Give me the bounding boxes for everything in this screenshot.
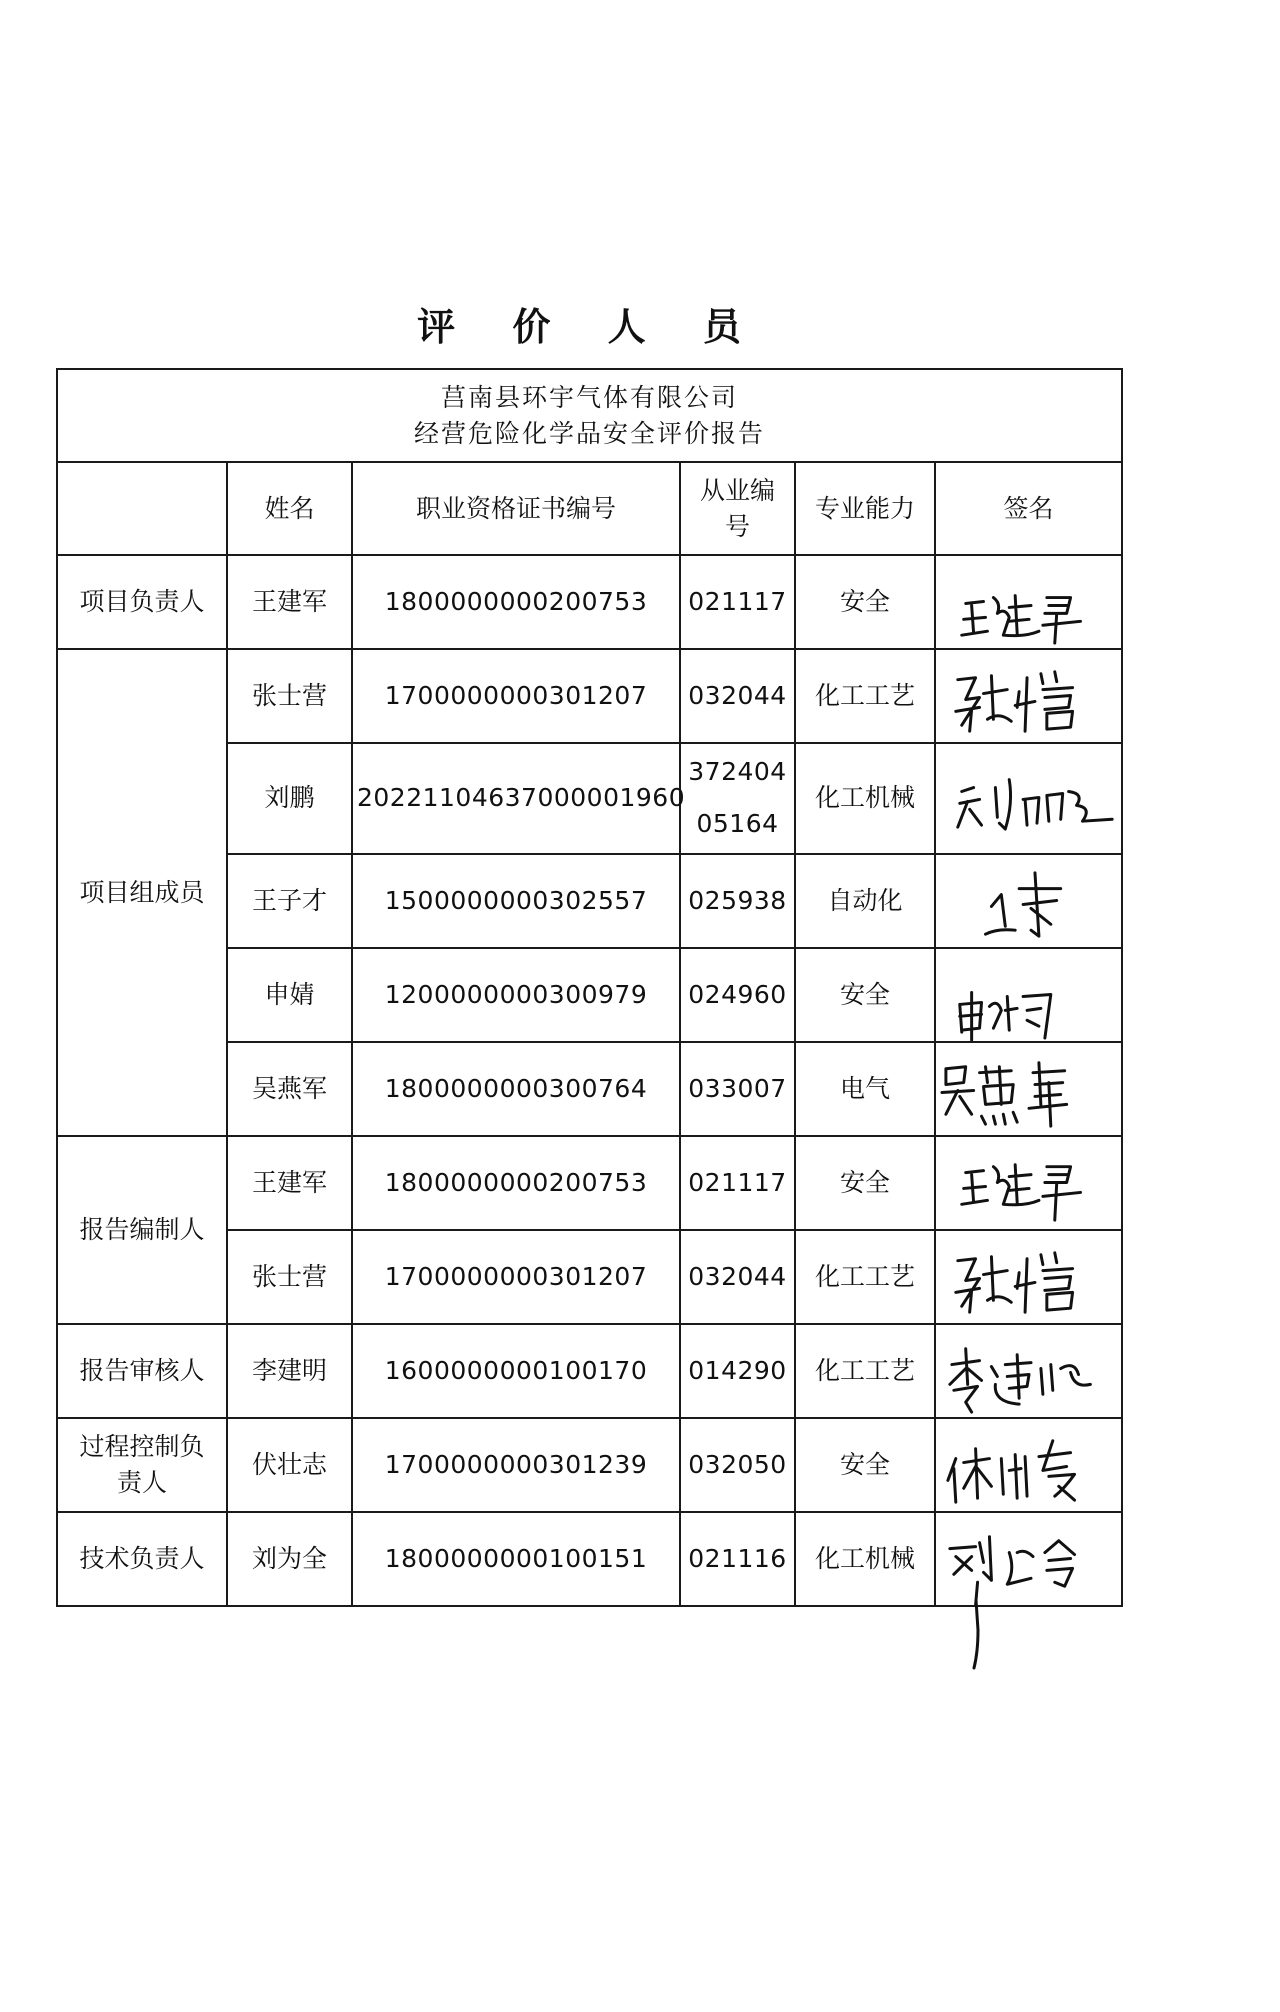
specialty-cell: 化工机械	[795, 1512, 935, 1606]
signature-cell	[935, 1324, 1122, 1418]
signature-cell	[935, 1230, 1122, 1324]
certificate-cell: 1600000000100170	[352, 1324, 680, 1418]
handwritten-signature	[936, 556, 1121, 648]
specialty-cell: 化工工艺	[795, 649, 935, 743]
header-row	[57, 462, 1122, 555]
table-row	[57, 1324, 1122, 1418]
signature-cell	[935, 1042, 1122, 1136]
practice-no-line1: 372404	[688, 757, 787, 787]
handwritten-signature	[936, 1043, 1121, 1135]
certificate-cell: 1200000000300979	[352, 948, 680, 1042]
certificate-cell: 1700000000301207	[352, 649, 680, 743]
certificate-cell: 20221104637000001960	[352, 743, 680, 854]
certificate-cell: 1800000000200753	[352, 1136, 680, 1230]
header-specialty: 专业能力	[795, 462, 935, 555]
handwritten-signature	[936, 855, 1121, 947]
certificate-cell: 1800000000300764	[352, 1042, 680, 1136]
name-cell: 王建军	[227, 1136, 352, 1230]
name-cell: 李建明	[227, 1324, 352, 1418]
name-cell: 刘为全	[227, 1512, 352, 1606]
company-name: 莒南县环宇气体有限公司	[441, 382, 739, 412]
practice-no-cell: 014290	[680, 1324, 795, 1418]
practice-no-cell: 021116	[680, 1512, 795, 1606]
specialty-cell: 安全	[795, 1136, 935, 1230]
role-line1: 过程控制负	[79, 1432, 205, 1462]
report-title-row	[57, 369, 1122, 462]
signature-tail	[960, 1600, 1000, 1670]
role-cell: 报告审核人	[57, 1324, 227, 1418]
header-certificate: 职业资格证书编号	[352, 462, 680, 555]
specialty-cell: 化工工艺	[795, 1324, 935, 1418]
practice-no-cell: 021117	[680, 1136, 795, 1230]
header-practice-no	[680, 462, 795, 555]
specialty-cell: 安全	[795, 948, 935, 1042]
report-title	[57, 369, 1122, 462]
report-name: 经营危险化学品安全评价报告	[414, 418, 766, 448]
practice-no-cell: 033007	[680, 1042, 795, 1136]
table-row	[57, 649, 1122, 743]
table-row	[57, 1136, 1122, 1230]
handwritten-signature	[936, 949, 1121, 1041]
signature-cell	[935, 1512, 1122, 1606]
header-signature: 签名	[935, 462, 1122, 555]
handwritten-signature	[936, 1231, 1121, 1323]
table-row	[57, 1418, 1122, 1512]
practice-no-line2: 05164	[696, 809, 779, 839]
name-cell: 张士营	[227, 1230, 352, 1324]
handwritten-signature	[936, 1513, 1121, 1605]
signature-cell	[935, 854, 1122, 948]
role-cell	[57, 1418, 227, 1512]
page-title: 评 价 人 员	[417, 304, 763, 349]
role-cell: 报告编制人	[57, 1136, 227, 1324]
header-practice-no-line2: 号	[724, 511, 750, 541]
specialty-cell: 化工机械	[795, 743, 935, 854]
signature-cell	[935, 743, 1122, 854]
practice-no-cell: 032044	[680, 1230, 795, 1324]
signature-cell	[935, 1136, 1122, 1230]
handwritten-signature	[936, 1137, 1121, 1229]
certificate-cell: 1700000000301207	[352, 1230, 680, 1324]
practice-no-cell: 032044	[680, 649, 795, 743]
specialty-cell: 安全	[795, 1418, 935, 1512]
signature-cell	[935, 555, 1122, 649]
role-cell: 项目负责人	[57, 555, 227, 649]
table-row	[57, 555, 1122, 649]
signature-cell	[935, 649, 1122, 743]
practice-no-cell: 024960	[680, 948, 795, 1042]
signature-cell	[935, 948, 1122, 1042]
name-cell: 王子才	[227, 854, 352, 948]
header-name: 姓名	[227, 462, 352, 555]
role-cell: 技术负责人	[57, 1512, 227, 1606]
practice-no-cell: 032050	[680, 1418, 795, 1512]
name-cell: 吴燕军	[227, 1042, 352, 1136]
handwritten-signature	[936, 1419, 1121, 1511]
evaluator-table	[56, 368, 1123, 1607]
certificate-cell: 1500000000302557	[352, 854, 680, 948]
handwritten-signature	[936, 650, 1121, 742]
handwritten-signature	[936, 744, 1121, 853]
specialty-cell: 自动化	[795, 854, 935, 948]
practice-no-cell: 021117	[680, 555, 795, 649]
certificate-cell: 1700000000301239	[352, 1418, 680, 1512]
role-cell: 项目组成员	[57, 649, 227, 1136]
name-cell: 张士营	[227, 649, 352, 743]
table-row	[57, 1512, 1122, 1606]
name-cell: 刘鹏	[227, 743, 352, 854]
certificate-cell: 1800000000200753	[352, 555, 680, 649]
specialty-cell: 电气	[795, 1042, 935, 1136]
header-practice-no-line1: 从业编	[699, 475, 775, 505]
certificate-cell: 1800000000100151	[352, 1512, 680, 1606]
name-cell: 伏壮志	[227, 1418, 352, 1512]
name-cell: 王建军	[227, 555, 352, 649]
handwritten-signature	[936, 1325, 1121, 1417]
practice-no-cell	[680, 743, 795, 854]
header-role	[57, 462, 227, 555]
role-line2: 责人	[116, 1468, 167, 1498]
signature-cell	[935, 1418, 1122, 1512]
practice-no-cell: 025938	[680, 854, 795, 948]
specialty-cell: 安全	[795, 555, 935, 649]
specialty-cell: 化工工艺	[795, 1230, 935, 1324]
name-cell: 申婧	[227, 948, 352, 1042]
